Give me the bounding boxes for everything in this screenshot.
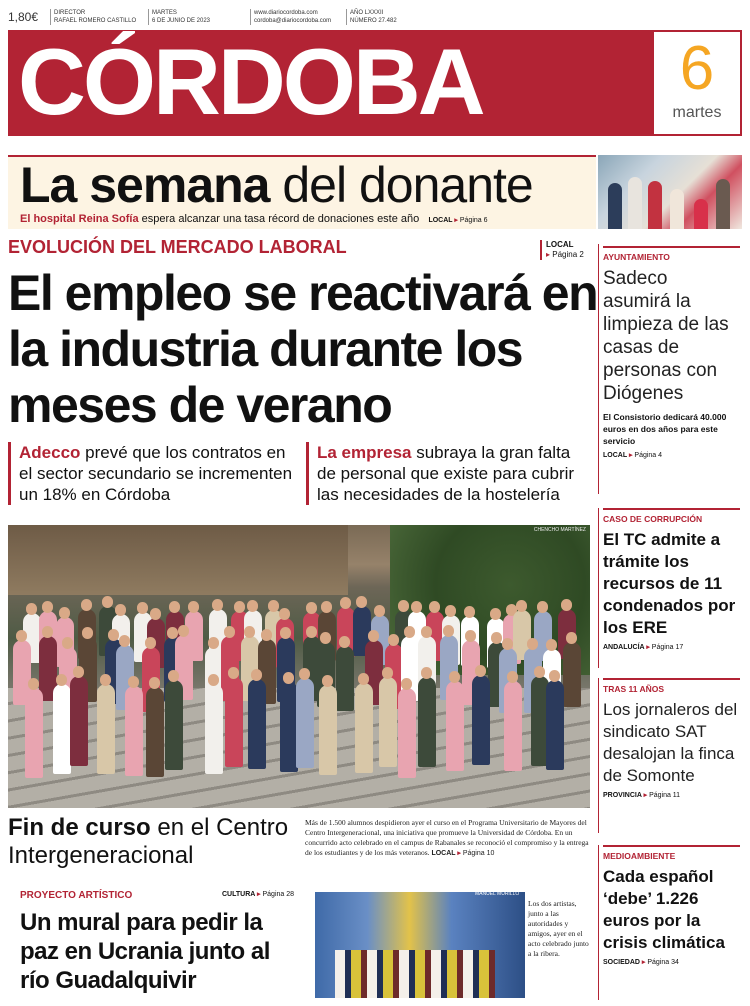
crowd-person-head <box>59 607 70 619</box>
column-rule <box>598 244 599 494</box>
date-box <box>652 30 742 136</box>
crowd-person <box>398 688 416 778</box>
story-headline: Cada español ‘debe’ 1.226 euros por la crisis climática <box>603 867 725 952</box>
donante-title-light: del donante <box>269 157 533 213</box>
section-label: LOCAL <box>603 452 627 459</box>
crowd-person <box>418 677 436 767</box>
mural-page-ref[interactable] <box>222 890 294 898</box>
crowd-person-head <box>81 599 92 611</box>
crowd-person-head <box>306 602 317 614</box>
mural-photo[interactable] <box>315 892 525 998</box>
crowd-person-head <box>208 674 219 686</box>
main-kicker: EVOLUCIÓN DEL MERCADO LABORAL <box>8 237 347 257</box>
crowd-person-head <box>320 632 331 644</box>
crowd-person-head <box>566 632 577 644</box>
crowd-person-head <box>42 626 53 638</box>
photo-figure <box>628 177 642 229</box>
donante-title-bold: La semana <box>20 157 270 213</box>
crowd-person-head <box>108 629 119 641</box>
mural-photo-credit: MANUEL MURILLO <box>475 892 520 897</box>
crowd-person <box>336 646 354 711</box>
crowd-person-head <box>247 600 258 612</box>
donante-banner[interactable] <box>8 155 596 229</box>
section-label: LOCAL <box>431 850 456 857</box>
crowd-person-head <box>149 677 160 689</box>
crowd-person-head <box>398 600 409 612</box>
arrow-icon: ▸ <box>641 959 646 966</box>
crowd-person-head <box>169 601 180 613</box>
day-label: MARTES <box>152 10 177 16</box>
crowd-person-head <box>507 671 518 683</box>
right-story-1[interactable] <box>603 246 740 459</box>
photo-figure <box>648 181 662 229</box>
crowd-person <box>355 683 373 773</box>
director-label: DIRECTOR <box>54 10 86 16</box>
web-link[interactable]: www.diariocordoba.com <box>254 10 318 16</box>
arrow-icon: ▸ <box>257 891 261 898</box>
story-summary: El Consistorio dedicará 40.000 euros en dos años para este servicio <box>603 412 727 446</box>
deck-left-rest: prevé que los contratos en el sector secundario se incrementen un 18% en Córdoba <box>19 443 293 504</box>
crowd-person-head <box>128 676 139 688</box>
mural-kicker: PROYECTO ARTÍSTICO <box>20 890 133 901</box>
crowd-person <box>165 680 183 770</box>
mural-people <box>335 950 495 998</box>
crowd-person-head <box>150 608 161 620</box>
section-label: LOCAL <box>428 217 453 224</box>
crowd-person-head <box>145 637 156 649</box>
crowd-person-head <box>62 637 73 649</box>
crowd-person-head <box>279 608 290 620</box>
main-page-ref[interactable] <box>540 240 584 260</box>
story-page-ref[interactable] <box>603 451 740 459</box>
issue-block <box>346 9 397 25</box>
crowd-person <box>53 684 71 774</box>
crowd-person-head <box>537 601 548 613</box>
main-photo[interactable] <box>8 525 590 808</box>
fin-body <box>305 818 591 859</box>
crowd-person <box>446 681 464 771</box>
story-kicker: TRAS 11 AÑOS <box>603 678 740 694</box>
crowd-person-head <box>546 639 557 651</box>
crowd-person-head <box>388 634 399 646</box>
mural-headline[interactable]: Un mural para pedir la paz en Ucrania junto al río Guadalquivir <box>20 909 270 994</box>
crowd-person-head <box>356 596 367 608</box>
donante-page-ref[interactable] <box>428 217 487 224</box>
main-headline[interactable]: El empleo se reactivará en la industria durante los meses de verano <box>8 265 598 433</box>
right-story-4[interactable] <box>603 845 740 966</box>
page-label: Página 11 <box>649 792 681 799</box>
fin-title-bold: Fin de curso <box>8 814 151 841</box>
photo-figure <box>608 183 622 229</box>
crowd-person <box>97 684 115 774</box>
year-text: AÑO LXXXII <box>350 10 384 16</box>
story-kicker: AYUNTAMIENTO <box>603 246 740 262</box>
page-label: Página 6 <box>459 217 488 224</box>
crowd-person-head <box>449 671 460 683</box>
story-page-ref[interactable] <box>603 791 740 799</box>
day-number: 6 <box>679 34 715 103</box>
story-headline: Sadeco asumirá la limpieza de las casas de personas con Diógenes <box>603 268 729 404</box>
donante-photo <box>598 155 742 229</box>
fin-body-text: Más de 1.500 alumnos despidieron ayer el curso en el Programa Universitario de Mayores del Centro Intergeneracional, una iniciativa que promueve la Universidad de Córdoba. En un concurrido acto celebrado en el campus de Rabanales se reconoció el compromiso y la entrega de los estudiantes y de los más veteranos. <box>305 818 589 857</box>
crowd-person <box>319 685 337 775</box>
section-label: SOCIEDAD <box>603 959 640 966</box>
crowd-person-head <box>137 602 148 614</box>
donante-sub-rest: espera alcanzar una tasa récord de donaciones este año <box>138 213 420 225</box>
story-page-ref[interactable] <box>603 643 740 651</box>
crowd-person-head <box>261 629 272 641</box>
crowd-person-head <box>283 672 294 684</box>
crowd-person-head <box>421 667 432 679</box>
section-label: PROVINCIA <box>603 792 642 799</box>
deck-right-red: La empresa <box>317 443 412 462</box>
crowd-person-head <box>119 635 130 647</box>
crowd-person <box>546 680 564 770</box>
issue-number: NÚMERO 27.482 <box>350 18 397 24</box>
crowd-person-head <box>244 626 255 638</box>
crowd-person-head <box>56 674 67 686</box>
crowd-person <box>248 679 266 769</box>
fin-page-ref[interactable] <box>431 850 494 857</box>
deck-left <box>8 442 293 505</box>
page-label: Página 10 <box>462 850 495 857</box>
section-label: LOCAL <box>546 240 574 249</box>
crowd-person-head <box>102 596 113 608</box>
crowd-person <box>379 677 397 767</box>
donante-title <box>20 159 533 211</box>
page-label: Página 28 <box>262 891 295 898</box>
page-label: Página 34 <box>647 959 679 966</box>
photo-figure <box>694 199 708 229</box>
crowd-person <box>563 642 581 707</box>
crowd-person-head <box>224 626 235 638</box>
arrow-icon: ▸ <box>454 217 458 224</box>
arrow-icon: ▸ <box>457 850 461 857</box>
top-strip <box>8 8 742 30</box>
section-label: CULTURA <box>222 891 256 898</box>
donante-subtitle <box>20 213 488 225</box>
crowd-person-head <box>374 605 385 617</box>
donante-sub-red: El hospital Reina Sofía <box>20 213 139 225</box>
page-label: Página 4 <box>634 452 663 459</box>
masthead <box>8 30 742 136</box>
date-text: 6 DE JUNIO DE 2023 <box>152 18 211 24</box>
column-rule <box>598 508 599 668</box>
deck-left-red: Adecco <box>19 443 81 462</box>
crowd-person-head <box>358 673 369 685</box>
crowd-person-head <box>28 678 39 690</box>
crowd-person <box>205 684 223 774</box>
arrow-icon: ▸ <box>643 792 648 799</box>
crowd-person-head <box>561 599 572 611</box>
section-label: ANDALUCÍA <box>603 644 645 651</box>
right-story-3[interactable] <box>603 678 740 799</box>
deck-right <box>306 442 591 505</box>
newspaper-logo[interactable]: CÓRDOBA <box>18 29 483 134</box>
crowd-person-head <box>464 606 475 618</box>
crowd-person <box>296 678 314 768</box>
deck-right-rest: subraya la gran falta de personal que existe para cubrir las necesidades de la hostelería <box>317 443 575 504</box>
crowd-person <box>25 688 43 778</box>
page-label: Página 2 <box>552 250 584 259</box>
crowd-person-head <box>516 600 527 612</box>
contact-block <box>250 9 331 25</box>
arrow-icon: ▸ <box>646 644 650 651</box>
crowd-person <box>125 686 143 776</box>
arrow-icon: ▸ <box>628 452 633 459</box>
photo-figure <box>670 189 684 229</box>
crowd-person-head <box>234 601 245 613</box>
fin-title[interactable] <box>8 814 298 870</box>
email-link[interactable]: cordoba@diariocordoba.com <box>254 18 332 24</box>
crowd-person-head <box>502 638 513 650</box>
story-headline: Los jornaleros del sindicato SAT desalojan la finca de Somonte <box>603 700 738 785</box>
story-kicker: CASO DE CORRUPCIÓN <box>603 508 740 524</box>
crowd-person <box>280 682 298 772</box>
crowd-person-head <box>340 597 351 609</box>
director-name: RAFAEL ROMERO CASTILLO <box>54 18 137 24</box>
crowd-person-head <box>212 599 223 611</box>
crowd-person <box>146 687 164 777</box>
director-block <box>50 9 136 25</box>
crowd-person-head <box>404 626 415 638</box>
column-rule <box>598 678 599 833</box>
crowd-person-head <box>401 678 412 690</box>
column-rule <box>598 845 599 1000</box>
crowd-person-head <box>339 636 350 648</box>
crowd-person <box>225 677 243 767</box>
crowd-person-head <box>490 608 501 620</box>
page-label: Página 17 <box>651 644 684 651</box>
photo-figure <box>716 179 730 229</box>
price: 1,80€ <box>8 10 39 24</box>
story-kicker: MEDIOAMBIENTE <box>603 845 740 861</box>
photo-building <box>8 525 348 595</box>
crowd-person-head <box>299 668 310 680</box>
crowd-person-head <box>100 674 111 686</box>
crowd-person-head <box>368 630 379 642</box>
mural-caption: Los dos artistas, junto a las autoridades y amigos, ayer en el acto celebrado junto a la ribera. <box>528 899 589 958</box>
crowd-person-head <box>82 627 93 639</box>
crowd-person-head <box>42 601 53 613</box>
crowd-person-head <box>268 600 279 612</box>
main-photo-credit: CHENCHO MARTÍNEZ <box>533 527 586 533</box>
crowd-person <box>504 681 522 771</box>
right-story-2[interactable] <box>603 508 740 651</box>
crowd-person-head <box>208 637 219 649</box>
crowd-person <box>472 675 490 765</box>
crowd-person-head <box>382 667 393 679</box>
story-headline: El TC admite a trámite los recursos de 11 condenados por los ERE <box>603 530 736 637</box>
date-block <box>148 9 210 25</box>
story-page-ref[interactable] <box>603 958 740 966</box>
arrow-icon: ▸ <box>546 250 551 259</box>
crowd-person-head <box>321 601 332 613</box>
crowd-person-head <box>188 601 199 613</box>
crowd-person-head <box>16 630 27 642</box>
crowd-person-head <box>527 638 538 650</box>
fin-title-light: en el Centro Intergeneracional <box>8 814 289 869</box>
crowd-person-head <box>73 666 84 678</box>
day-name: martes <box>672 104 722 121</box>
crowd-person <box>70 676 88 766</box>
crowd-person-head <box>421 626 432 638</box>
